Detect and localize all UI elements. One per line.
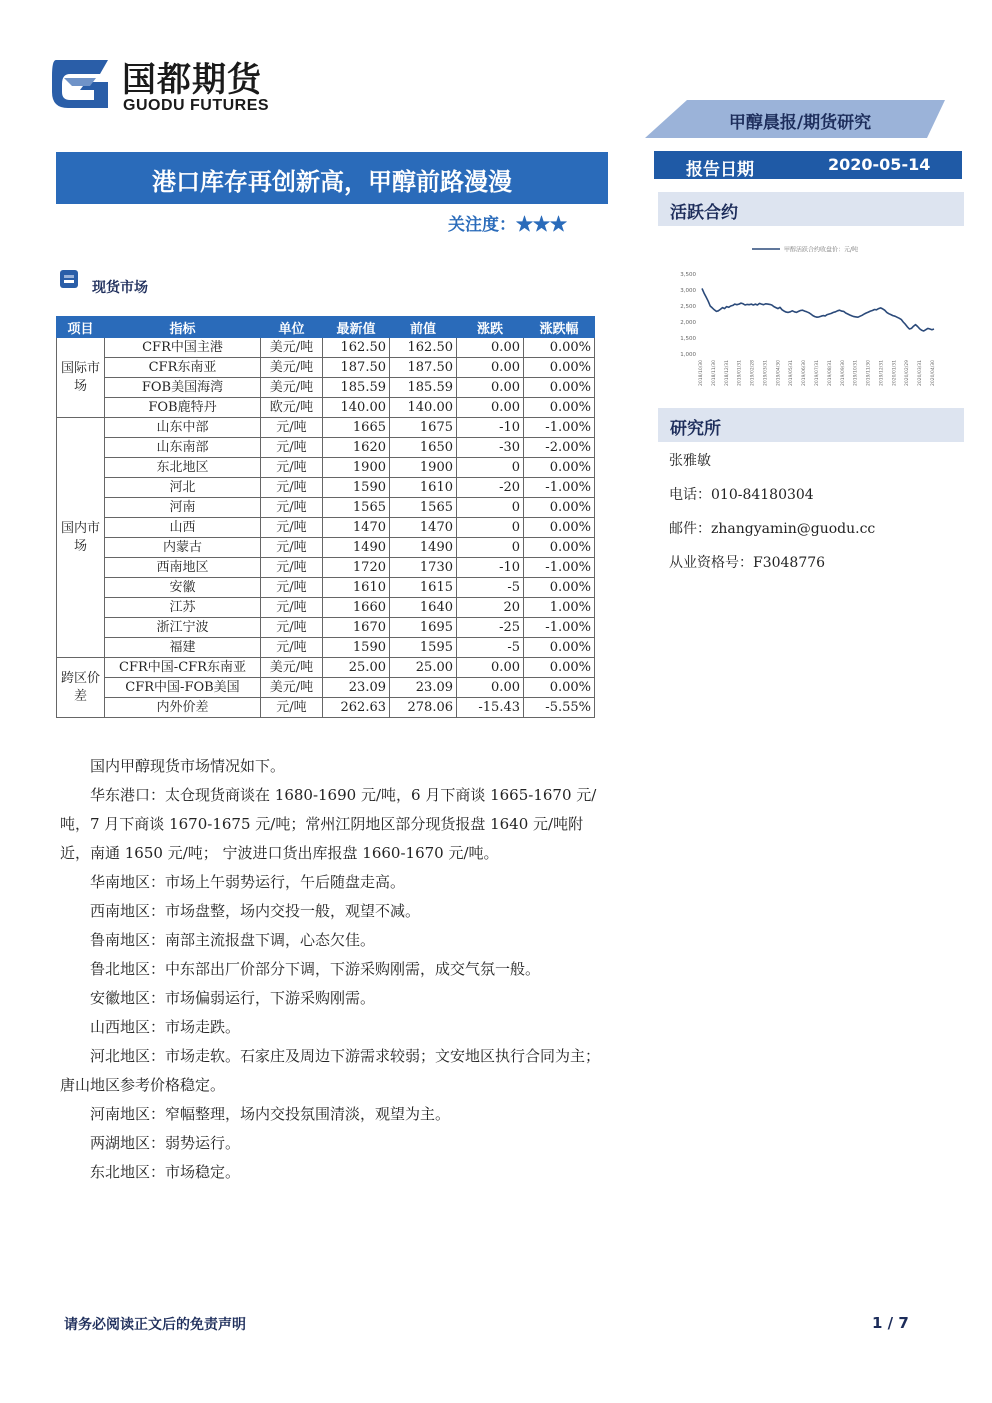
table-cell: 0 [457, 498, 524, 518]
table-cell: 1610 [390, 478, 457, 498]
body-paragraph: 鲁南地区：南部主流报盘下调，心态欠佳。 [90, 931, 376, 949]
table-cell: -30 [457, 438, 524, 458]
table-cell: 元/吨 [261, 538, 323, 558]
body-paragraph: 西南地区：市场盘整，场内交投一般，观望不减。 [90, 902, 421, 920]
table-row [57, 538, 595, 558]
table-cell: 162.50 [323, 338, 390, 358]
table-cell: 元/吨 [261, 518, 323, 538]
table-header-cell: 单位 [261, 317, 323, 338]
disclaimer-note: 请务必阅读正文后的免责声明 [64, 1317, 246, 1333]
table-header-cell: 指标 [105, 317, 261, 338]
table-header-cell: 涨跌幅 [524, 317, 595, 338]
table-cell: 0.00% [524, 338, 595, 358]
x-tick-label: 2019/02/28 [750, 360, 756, 386]
x-tick-label: 2020/01/31 [892, 360, 898, 386]
table-cell: 278.06 [390, 698, 457, 718]
table-cell: 0.00% [524, 498, 595, 518]
x-tick-label: 2019/01/31 [737, 360, 743, 386]
table-cell: 元/吨 [261, 618, 323, 638]
table-cell: FOB鹿特丹 [105, 398, 261, 418]
table-cell: 25.00 [390, 658, 457, 678]
table-cell: CFR中国主港 [105, 338, 261, 358]
x-tick-label: 2020/02/29 [905, 360, 911, 386]
table-cell: 元/吨 [261, 578, 323, 598]
table-cell: 江苏 [105, 598, 261, 618]
analyst-name: 张雅敏 [669, 453, 711, 469]
table-cell: 山东中部 [105, 418, 261, 438]
analyst-email: 邮件：zhangyamin@guodu.cc [669, 521, 876, 537]
table-cell: 0 [457, 518, 524, 538]
table-cell: 东北地区 [105, 458, 261, 478]
table-cell: 浙江宁波 [105, 618, 261, 638]
y-tick-label: 3,500 [680, 272, 696, 278]
table-cell: -5.55% [524, 698, 595, 718]
table-cell: 美元/吨 [261, 378, 323, 398]
table-cell: 西南地区 [105, 558, 261, 578]
series-line [702, 288, 934, 331]
table-row [57, 398, 595, 418]
table-cell: 欧元/吨 [261, 398, 323, 418]
body-paragraph: 华南地区：市场上午弱势运行，午后随盘走高。 [90, 873, 406, 891]
analyst-cert: 从业资格号：F3048776 [669, 555, 826, 571]
y-tick-label: 2,500 [680, 304, 696, 310]
table-group-cell: 跨区价差 [57, 658, 105, 718]
table-cell: 1695 [390, 618, 457, 638]
table-cell: 元/吨 [261, 638, 323, 658]
table-cell: 0.00 [457, 658, 524, 678]
table-row [57, 378, 595, 398]
table-cell: 1730 [390, 558, 457, 578]
table-cell: 0.00 [457, 398, 524, 418]
table-cell: 1590 [323, 478, 390, 498]
table-cell: -1.00% [524, 558, 595, 578]
body-paragraph: 河北地区：市场走软。石家庄及周边下游需求较弱；文安地区执行合同为主；唐山地区参考价格稳定。 [60, 1047, 601, 1094]
table-cell: 0.00% [524, 378, 595, 398]
table-cell: 1610 [323, 578, 390, 598]
x-tick-label: 2020/03/31 [918, 360, 924, 386]
table-row [57, 458, 595, 478]
x-tick-label: 2018/11/30 [711, 360, 717, 386]
table-cell: 187.50 [390, 358, 457, 378]
research-heading [658, 408, 964, 442]
company-logo-icon [50, 52, 114, 116]
table-cell: 0.00% [524, 678, 595, 698]
x-tick-label: 2020/04/30 [931, 360, 936, 386]
table-cell: 1665 [323, 418, 390, 438]
analyst-phone: 电话：010-84180304 [669, 487, 814, 503]
x-tick-label: 2019/09/30 [840, 360, 846, 386]
page-title: 港口库存再创新高，甲醇前路漫漫 [152, 167, 512, 196]
table-cell: 20 [457, 598, 524, 618]
table-cell: 1900 [323, 458, 390, 478]
y-tick-label: 2,000 [680, 320, 696, 326]
table-cell: 23.09 [323, 678, 390, 698]
price-line-chart [664, 240, 950, 400]
report-date-label: 报告日期 [686, 160, 754, 180]
report-date-value: 2020-05-14 [828, 155, 931, 174]
table-cell: 河北 [105, 478, 261, 498]
table-row [57, 358, 595, 378]
table-row [57, 338, 595, 358]
x-tick-label: 2019/05/31 [789, 360, 795, 386]
body-paragraph: 河南地区：窄幅整理，场内交投氛围清淡，观望为主。 [90, 1105, 451, 1123]
y-tick-label: 3,000 [680, 288, 696, 294]
table-header-cell: 涨跌 [457, 317, 524, 338]
table-cell: 1675 [390, 418, 457, 438]
table-cell: -5 [457, 638, 524, 658]
table-cell: 内外价差 [105, 698, 261, 718]
table-cell: 1900 [390, 458, 457, 478]
body-paragraph: 两湖地区：弱势运行。 [90, 1134, 241, 1152]
table-cell: -2.00% [524, 438, 595, 458]
table-cell: 美元/吨 [261, 338, 323, 358]
table-cell: -1.00% [524, 418, 595, 438]
table-row [57, 598, 595, 618]
table-cell: -20 [457, 478, 524, 498]
table-cell: 262.63 [323, 698, 390, 718]
table-cell: 0.00 [457, 358, 524, 378]
table-cell: 1470 [390, 518, 457, 538]
table-cell: -25 [457, 618, 524, 638]
table-cell: 0.00% [524, 398, 595, 418]
table-row [57, 558, 595, 578]
x-tick-label: 2019/08/31 [827, 360, 833, 386]
table-cell: 1640 [390, 598, 457, 618]
table-cell: 山东南部 [105, 438, 261, 458]
table-cell: -1.00% [524, 478, 595, 498]
body-paragraph: 山西地区：市场走跌。 [90, 1018, 241, 1036]
header-banner-text: 甲醇晨报/期货研究 [728, 113, 872, 133]
table-cell: -1.00% [524, 618, 595, 638]
x-tick-label: 2019/04/30 [776, 360, 782, 386]
table-row [57, 678, 595, 698]
table-cell: 1470 [323, 518, 390, 538]
table-cell: 0.00% [524, 458, 595, 478]
table-cell: 1620 [323, 438, 390, 458]
table-cell: 1490 [390, 538, 457, 558]
table-cell: 1565 [323, 498, 390, 518]
table-cell: 元/吨 [261, 698, 323, 718]
table-row [57, 698, 595, 718]
table-cell: -5 [457, 578, 524, 598]
table-cell: 0.00% [524, 538, 595, 558]
table-cell: 元/吨 [261, 418, 323, 438]
table-row [57, 658, 595, 678]
table-cell: 河南 [105, 498, 261, 518]
table-cell: 0.00 [457, 338, 524, 358]
table-group-cell: 国内市场 [57, 418, 105, 658]
x-tick-label: 2019/11/30 [866, 360, 872, 386]
table-cell: 美元/吨 [261, 358, 323, 378]
table-cell: -10 [457, 558, 524, 578]
y-tick-label: 1,500 [680, 336, 696, 342]
table-row [57, 498, 595, 518]
table-cell: 元/吨 [261, 438, 323, 458]
table-cell: 0.00% [524, 358, 595, 378]
table-cell: 元/吨 [261, 458, 323, 478]
active-contract-label: 活跃合约 [670, 203, 738, 223]
table-cell: 0.00% [524, 658, 595, 678]
table-cell: 25.00 [323, 658, 390, 678]
x-tick-label: 2019/03/31 [763, 360, 769, 386]
table-cell: 1.00% [524, 598, 595, 618]
table-cell: 1670 [323, 618, 390, 638]
body-paragraph: 安徽地区：市场偏弱运行，下游采购刚需。 [90, 989, 376, 1007]
table-cell: 0 [457, 538, 524, 558]
table-cell: 185.59 [390, 378, 457, 398]
table-cell: 山西 [105, 518, 261, 538]
logo-english-name: GUODU FUTURES [123, 97, 270, 114]
x-tick-label: 2019/12/31 [879, 360, 885, 386]
x-tick-label: 2019/06/30 [802, 360, 808, 386]
research-label: 研究所 [670, 419, 721, 439]
table-cell: 美元/吨 [261, 678, 323, 698]
table-cell: CFR中国-FOB美国 [105, 678, 261, 698]
table-group-cell: 国际市场 [57, 338, 105, 418]
table-cell: 162.50 [390, 338, 457, 358]
table-cell: 1490 [323, 538, 390, 558]
table-cell: 187.50 [323, 358, 390, 378]
table-row [57, 518, 595, 538]
section-bullet-icon [60, 270, 78, 288]
x-tick-label: 2018/12/31 [724, 360, 730, 386]
table-cell: 185.59 [323, 378, 390, 398]
table-row [57, 578, 595, 598]
body-paragraph: 鲁北地区：中东部出厂价部分下调，下游采购刚需，成交气氛一般。 [90, 960, 541, 978]
focus-rating: 关注度：★★★ [448, 215, 567, 235]
table-header-cell: 最新值 [323, 317, 390, 338]
table-cell: 0.00 [457, 378, 524, 398]
table-header-row [57, 317, 595, 338]
table-cell: 安徽 [105, 578, 261, 598]
spot-market-table [56, 316, 595, 718]
table-cell: 140.00 [390, 398, 457, 418]
x-tick-label: 2019/10/31 [853, 360, 859, 386]
table-cell: -15.43 [457, 698, 524, 718]
table-cell: 140.00 [323, 398, 390, 418]
table-cell: 元/吨 [261, 498, 323, 518]
table-cell: 元/吨 [261, 558, 323, 578]
table-cell: 内蒙古 [105, 538, 261, 558]
table-cell: 1565 [390, 498, 457, 518]
body-paragraph: 华东港口：太仓现货商谈在 1680-1690 元/吨，6 月下商谈 1665-1670 元/吨，7 月下商谈 1670-1675 元/吨；常州江阴地区部分现货报盘 1640 元/吨附近，南通 1650 元/吨； 宁波进口货出库报盘 1660-1670 元/吨。 [60, 786, 597, 862]
table-cell: 0.00% [524, 578, 595, 598]
page-number: 1 / 7 [872, 1314, 909, 1332]
table-cell: 1595 [390, 638, 457, 658]
table-cell: 元/吨 [261, 598, 323, 618]
table-cell: 1615 [390, 578, 457, 598]
table-row [57, 418, 595, 438]
spot-market-commentary [60, 752, 600, 1187]
body-paragraph: 东北地区：市场稳定。 [90, 1163, 241, 1181]
table-cell: CFR中国-CFR东南亚 [105, 658, 261, 678]
table-cell: -10 [457, 418, 524, 438]
legend-label: 甲醇活跃合约收盘价：元/吨 [784, 246, 859, 254]
table-cell: 福建 [105, 638, 261, 658]
y-tick-label: 1,000 [680, 352, 696, 358]
table-cell: 1660 [323, 598, 390, 618]
table-cell: CFR东南亚 [105, 358, 261, 378]
body-paragraph: 国内甲醇现货市场情况如下。 [90, 757, 286, 775]
section-title-spot: 现货市场 [92, 280, 148, 296]
table-header-cell: 前值 [390, 317, 457, 338]
table-cell: 23.09 [390, 678, 457, 698]
table-cell: FOB美国海湾 [105, 378, 261, 398]
table-row [57, 638, 595, 658]
table-cell: 0.00% [524, 638, 595, 658]
logo-chinese-name: 国都期货 [122, 60, 262, 100]
x-tick-label: 2019/07/31 [815, 360, 820, 386]
table-row [57, 438, 595, 458]
table-cell: 0.00 [457, 678, 524, 698]
table-cell: 1590 [323, 638, 390, 658]
table-cell: 0 [457, 458, 524, 478]
table-row [57, 478, 595, 498]
table-cell: 0.00% [524, 518, 595, 538]
table-cell: 美元/吨 [261, 658, 323, 678]
active-contract-heading [658, 192, 964, 226]
table-cell: 1720 [323, 558, 390, 578]
table-row [57, 618, 595, 638]
x-tick-label: 2018/10/30 [699, 360, 704, 386]
table-header-cell: 项目 [57, 317, 105, 338]
table-cell: 1650 [390, 438, 457, 458]
table-cell: 元/吨 [261, 478, 323, 498]
